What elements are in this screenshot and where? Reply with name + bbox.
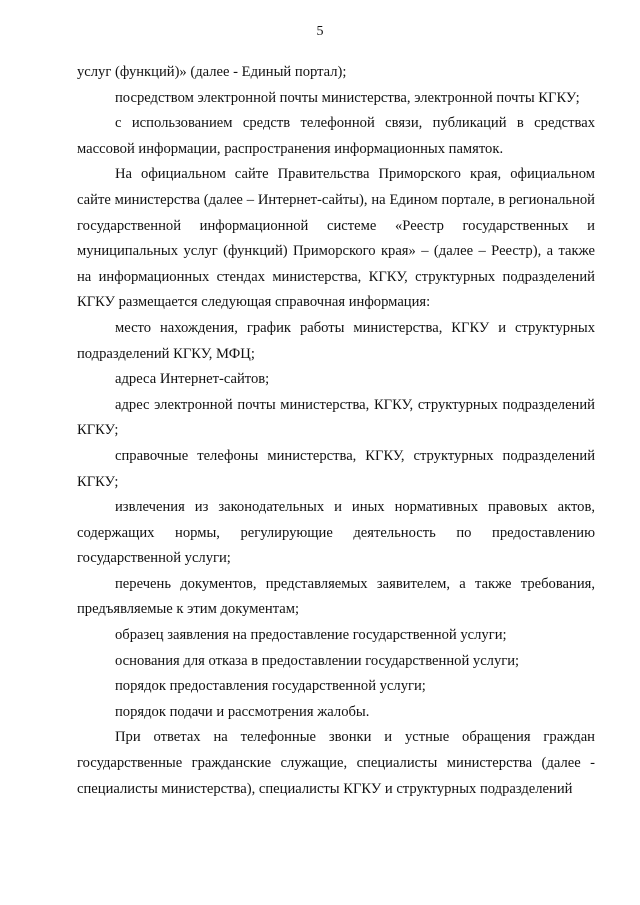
paragraph: извлечения из законодательных и иных нормативных правовых актов, содержащих нормы, регулирующие деятельность по предоставлению государственной услуги;	[77, 499, 595, 567]
paragraph: перечень документов, представляемых заявителем, а также требования, предъявляемые к этим документам;	[77, 575, 595, 618]
document-body	[77, 60, 595, 802]
page-number: 5	[316, 24, 324, 39]
paragraph: место нахождения, график работы министерства, КГКУ и структурных подразделений КГКУ, МФЦ;	[77, 319, 595, 362]
paragraph: с использованием средств телефонной связи, публикаций в средствах массовой информации, распространения информационных памяток.	[77, 115, 595, 157]
paragraph: На официальном сайте Правительства Приморского края, официальном сайте министерства (далее – Интернет-сайты), на Едином портале, в региональной государственной информационной системе «Реестр государственных и муниципальных услуг (функций) Приморского края» – (далее – Реестр), а также на информационных стендах министерства, КГКУ, структурных подразделений КГКУ размещается следующая справочная информация:	[77, 166, 595, 311]
paragraph: порядок подачи и рассмотрения жалобы.	[115, 703, 370, 720]
paragraph: справочные телефоны министерства, КГКУ, структурных подразделений КГКУ;	[77, 447, 595, 490]
paragraph: услуг (функций)» (далее - Единый портал);	[77, 64, 347, 80]
paragraph: адрес электронной почты министерства, КГКУ, структурных подразделений КГКУ;	[77, 396, 595, 439]
paragraph: образец заявления на предоставление государственной услуги;	[115, 627, 507, 644]
paragraph: основания для отказа в предоставлении государственной услуги;	[115, 652, 520, 669]
paragraph: адреса Интернет-сайтов;	[115, 371, 270, 388]
paragraph: При ответах на телефонные звонки и устные обращения граждан государственные гражданские служащие, специалисты министерства (далее - специалисты министерства), специалисты КГКУ и структурных подразделений	[77, 729, 595, 797]
paragraph: посредством электронной почты министерства, электронной почты КГКУ;	[115, 89, 580, 106]
paragraph: порядок предоставления государственной услуги;	[115, 678, 426, 695]
